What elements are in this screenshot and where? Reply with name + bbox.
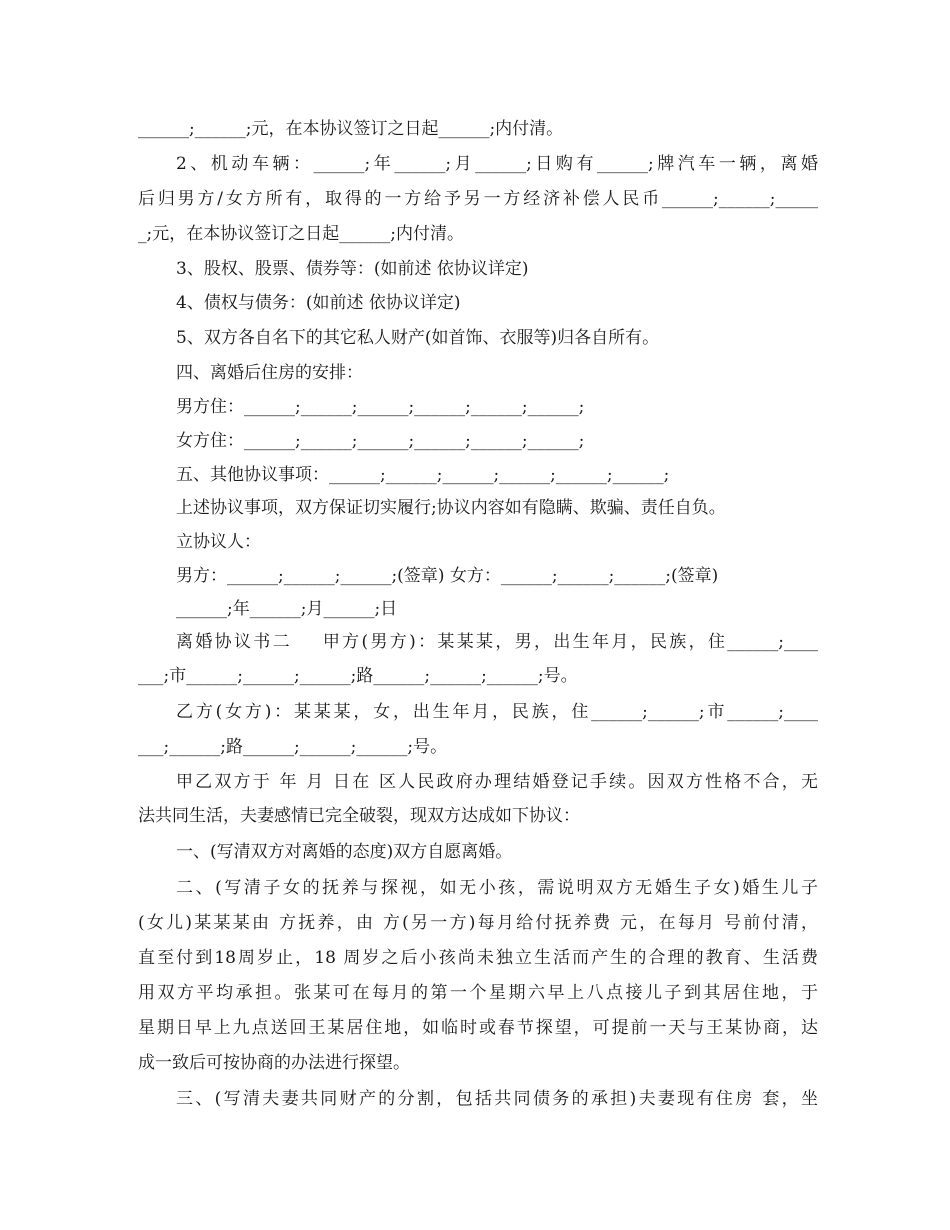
- text-line: 立协议人：: [176, 532, 261, 552]
- text-line: 成一致后可按协商的办法进行探望。: [138, 1053, 410, 1073]
- section-title-line: 离婚协议书二 甲方(男方)：某某某，男，出生年月，民族，住______;____: [176, 632, 818, 652]
- text-line: 乙方(女方)：某某某，女，出生年月，民族，住______;______;市______;____: [176, 702, 818, 722]
- date-line: ______;年______;月______;日: [176, 599, 398, 619]
- section-heading: 一、(写清双方对离婚的态度)双方自愿离婚。: [176, 842, 513, 862]
- text-line: (女儿)某某某由 方抚养，由 方(另一方)每月给付抚养费 元，在每月 号前付清，: [138, 913, 818, 933]
- text-line: 男方住：______;______;______;______;______;______;: [176, 397, 585, 417]
- text-line: 2、机动车辆：______;年______;月______;日购有______;牌汽车一辆，离婚: [176, 154, 818, 174]
- text-line: 后归男方/女方所有，取得的一方给予另一方经济补偿人民币______;______;_____: [138, 189, 818, 209]
- text-line: ___;市______;______;______;路______;______;______;号。: [138, 666, 578, 686]
- text-line: 直至付到18周岁止，18 周岁之后小孩尚未独立生活而产生的合理的教育、生活费: [138, 948, 818, 968]
- section-heading: 五、其他协议事项：______;______;______;______;______;______;: [176, 465, 670, 485]
- text-line: 5、双方各自名下的其它私人财产(如首饰、衣服等)归各自所有。: [176, 328, 660, 348]
- signature-line: 男方：______;______;______;(签章) 女方：______;______;______;(签章): [176, 566, 719, 586]
- section-heading: 四、离婚后住房的安排：: [176, 363, 363, 383]
- text-line: 女方住：______;______;______;______;______;______;: [176, 431, 585, 451]
- text-line: 上述协议事项，双方保证切实履行;协议内容如有隐瞒、欺骗、责任自负。: [176, 498, 726, 518]
- text-line: 甲乙双方于 年 月 日在 区人民政府办理结婚登记手续。因双方性格不合，无: [176, 772, 818, 792]
- text-line: ______;______;元，在本协议签订之日起______;内付清。: [138, 119, 564, 139]
- text-line: 4、债权与债务：(如前述 依协议详定): [176, 293, 461, 313]
- text-line: 法共同生活，夫妻感情已完全破裂，现双方达成如下协议：: [138, 806, 580, 826]
- text-line: ___;______;路______;______;______;号。: [138, 737, 448, 757]
- text-line: 三、(写清夫妻共同财产的分割，包括共同债务的承担)夫妻现有住房 套，坐: [176, 1089, 818, 1109]
- text-line: 二、(写清子女的抚养与探视，如无小孩，需说明双方无婚生子女)婚生儿子: [176, 878, 818, 898]
- text-line: 3、股权、股票、债券等：(如前述 依协议详定): [176, 259, 529, 279]
- text-line: _;元，在本协议签订之日起______;内付清。: [138, 224, 464, 244]
- text-line: 用双方平均承担。张某可在每月的第一个星期六早上八点接儿子到其居住地，于: [138, 983, 818, 1003]
- text-line: 星期日早上九点送回王某居住地，如临时或春节探望，可提前一天与王某协商，达: [138, 1018, 818, 1038]
